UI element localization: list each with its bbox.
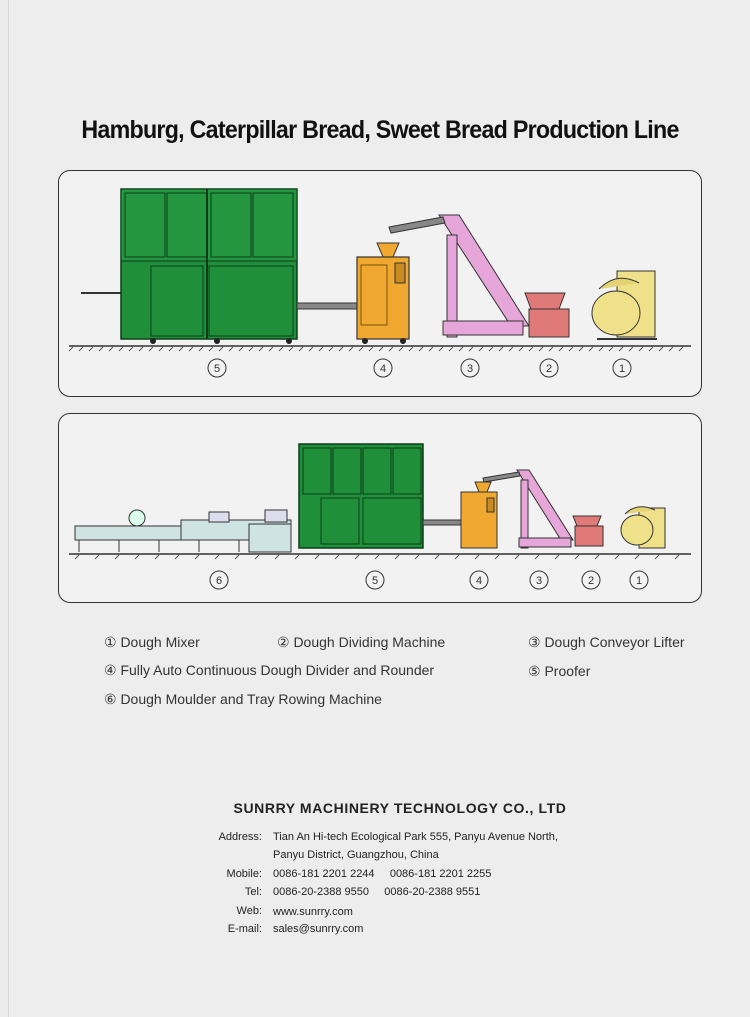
svg-text:3: 3 xyxy=(535,575,543,587)
dough-dividing-machine xyxy=(525,293,569,337)
email-link[interactable]: sales@sunrry.com xyxy=(273,923,364,935)
legend-item-3: ③ Dough Conveyor Lifter xyxy=(528,634,685,650)
svg-text:2: 2 xyxy=(587,575,595,587)
svg-text:4: 4 xyxy=(379,363,387,375)
page-title: Hamburg, Caterpillar Bread, Sweet Bread Production Line xyxy=(81,116,679,144)
svg-text:2: 2 xyxy=(545,363,553,375)
svg-text:6: 6 xyxy=(215,575,223,587)
svg-text:5: 5 xyxy=(371,575,379,587)
svg-text:4: 4 xyxy=(475,575,483,587)
tel-values: 0086-20-2388 9550 0086-20-2388 9551 xyxy=(273,886,481,898)
address-line-1: Tian An Hi-tech Ecological Park 555, Panyu Avenue North, xyxy=(273,831,558,843)
mobile-values: 0086-181 2201 2244 0086-181 2201 2255 xyxy=(273,868,492,880)
production-line-diagram-top xyxy=(58,170,702,397)
legend-item-5: ⑤ Proofer xyxy=(528,663,591,679)
email-label: E-mail: xyxy=(227,923,262,935)
legend-item-1: ① Dough Mixer xyxy=(104,634,200,650)
company-name: SUNRRY MACHINERY TECHNOLOGY CO., LTD xyxy=(233,800,567,816)
dough-divider-rounder-machine xyxy=(357,243,409,344)
svg-text:1: 1 xyxy=(618,363,626,375)
web-label: Web: xyxy=(236,905,262,917)
tel-label: Tel: xyxy=(244,886,262,898)
legend-item-6: ⑥ Dough Moulder and Tray Rowing Machine xyxy=(104,691,382,707)
dough-conveyor-lifter xyxy=(389,215,529,337)
dough-moulder-tray-rowing-machine xyxy=(75,510,291,552)
legend-item-2: ② Dough Dividing Machine xyxy=(277,634,446,650)
proofer-machine-2 xyxy=(299,444,463,548)
web-link[interactable]: www.sunrry.com xyxy=(273,906,353,918)
dough-mixer-machine-2 xyxy=(621,507,665,548)
dough-dividing-machine-2 xyxy=(573,516,603,546)
svg-text:1: 1 xyxy=(635,575,643,587)
svg-text:3: 3 xyxy=(466,363,474,375)
address-line-2: Panyu District, Guangzhou, China xyxy=(273,849,439,861)
svg-text:5: 5 xyxy=(213,363,221,375)
dough-mixer-machine xyxy=(592,271,657,339)
address-label: Address: xyxy=(218,831,262,843)
mobile-label: Mobile: xyxy=(226,868,262,880)
proofer-machine xyxy=(81,189,357,344)
production-line-diagram-bottom xyxy=(58,413,702,603)
dough-divider-rounder-machine-2 xyxy=(461,482,497,548)
legend-item-4: ④ Fully Auto Continuous Dough Divider and Rounder xyxy=(104,662,435,678)
